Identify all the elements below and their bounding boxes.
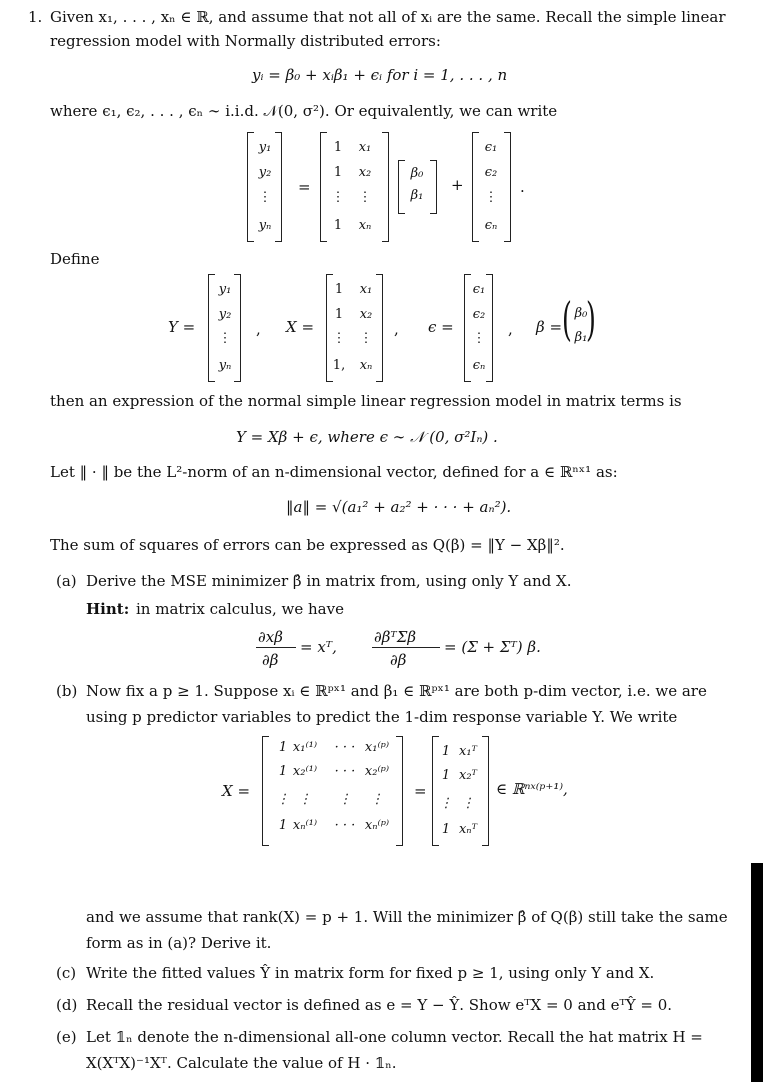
design-matrix-rhs-cell: 1 [441,768,451,783]
design-matrix-cell: ⋮ [276,792,290,807]
comma: , [508,320,513,338]
X-entry: 1 [334,307,344,322]
X-label: X = [222,782,251,800]
part-e-text-1: Let 𝟙ₙ denote the n-dimensional all-one column vector. Recall the hat matrix H = [86,1028,703,1046]
design-matrix-rhs-cell: xₙᵀ [458,822,478,837]
design-matrix-cell: x₁⁽¹⁾ [292,740,318,755]
design-matrix-cell: x₁⁽ᵖ⁾ [364,740,390,755]
design-matrix-rhs-cell: 1 [441,744,451,759]
design-matrix-cell: · · · [334,818,356,833]
plus-sign: + [451,176,464,194]
part-b-text-3: and we assume that rank(X) = p + 1. Will the minimizer β̂ of Q(β) still take the same [86,908,728,926]
X-entry: x₁ [359,282,373,297]
eps-label: ϵ = [428,318,454,336]
part-b-text-2: using p predictor variables to predict the 1-dim response variable Y. We write [86,708,678,726]
Y-entry: yₙ [218,358,232,373]
design-matrix-cell: 1 [278,818,288,833]
X-entry: ⋮ [332,331,346,346]
equals-sign: = [414,782,427,800]
x-entry: 1 [333,165,343,180]
design-matrix-cell: 1 [278,764,288,779]
part-a-text: Derive the MSE minimizer β̂ in matrix from, using only Y and X. [86,572,572,590]
part-d-text: Recall the residual vector is defined as e = Y − Ŷ. Show eᵀX = 0 and eᵀŶ = 0. [86,996,673,1014]
y-entry: y₁ [258,140,272,155]
hint-text: in matrix calculus, we have [136,600,344,618]
design-matrix-cell: · · · [334,764,356,779]
matrix-model: Y = Xβ + ϵ, where ϵ ∼ 𝒩 (0, σ²Iₙ) . [236,428,498,446]
design-matrix-cell: · · · [334,740,356,755]
part-b-label: (b) [56,682,78,700]
X-entry: 1 [334,282,344,297]
beta-entry: β₀ [574,306,588,321]
deriv1-denominator: ∂β [262,651,279,669]
sse-line: The sum of squares of errors can be expressed as Q(β) = ‖Y − Xβ‖². [50,536,565,554]
X-entry: xₙ [359,358,373,373]
problem-number: 1. [28,8,43,26]
beta-label: β = [536,318,563,336]
deriv2-numerator: ∂βᵀΣβ [374,628,417,646]
X-entry: 1, [332,358,346,373]
model-equation: yᵢ = β₀ + xᵢβ₁ + ϵᵢ for i = 1, . . . , n [252,66,508,84]
x-entry: ⋮ [358,190,372,205]
x-entry: 1 [333,218,343,233]
eps-entry: ϵ₂ [484,165,498,180]
norm-intro: Let ‖ · ‖ be the L²-norm of an n-dimensional vector, defined for a ∈ ℝⁿˣ¹ as: [50,463,618,481]
define-label: Define [50,250,100,268]
eps-entry: ϵ₁ [484,140,498,155]
beta-entry: β₁ [574,330,588,345]
part-d-label: (d) [56,996,78,1014]
design-matrix-cell: ⋮ [338,792,352,807]
design-matrix-cell: x₂⁽¹⁾ [292,764,318,779]
equals-sign: = [298,178,311,196]
comma: , [394,320,399,338]
part-e-text-2: X(XᵀX)⁻¹Xᵀ. Calculate the value of H · 𝟙ₙ. [86,1054,397,1072]
comma: , [256,320,261,338]
Y-entry: ⋮ [218,331,232,346]
design-matrix-rhs-cell: x₁ᵀ [458,744,477,759]
scrollbar[interactable] [751,863,763,1082]
part-b-text-4: form as in (a)? Derive it. [86,934,272,952]
dimension: ∈ ℝⁿˣ⁽ᵖ⁺¹⁾, [496,780,568,798]
deriv2-denominator: ∂β [390,651,407,669]
y-entry: yₙ [258,218,272,233]
hint-label: Hint: [86,600,130,618]
design-matrix-rhs-cell: x₂ᵀ [458,768,477,783]
deriv1-rhs: = xᵀ, [300,638,337,656]
design-matrix-cell: xₙ⁽¹⁾ [292,818,318,833]
x-entry: ⋮ [331,190,345,205]
deriv2-rhs: = (Σ + Σᵀ) β. [444,638,541,656]
X-label: X = [286,318,315,336]
deriv1-numerator: ∂xβ [258,628,283,646]
eps-entry: ϵ₂ [472,307,486,322]
where-line: where ϵ₁, ϵ₂, . . . , ϵₙ ∼ i.i.d. 𝒩(0, σ²). Or equivalently, we can write [50,102,558,120]
X-entry: ⋮ [359,331,373,346]
beta-entry: β₁ [410,188,424,203]
part-c-label: (c) [56,964,77,982]
eps-entry: ϵₙ [484,218,498,233]
eps-entry: ⋮ [472,331,486,346]
Y-label: Y = [168,318,196,336]
intro-line-1: Given x₁, . . . , xₙ ∈ ℝ, and assume that not all of xᵢ are the same. Recall the simple linear [50,8,726,26]
part-a-label: (a) [56,572,77,590]
x-entry: 1 [333,140,343,155]
part-e-label: (e) [56,1028,77,1046]
intro-line-2: regression model with Normally distributed errors: [50,32,441,50]
part-c-text: Write the fitted values Ŷ in matrix form for fixed p ≥ 1, using only Y and X. [86,964,655,982]
design-matrix-rhs-cell: 1 [441,822,451,837]
y-entry: ⋮ [258,190,272,205]
design-matrix-cell: 1 [278,740,288,755]
design-matrix-rhs-cell: ⋮ [439,796,453,811]
x-entry: x₂ [358,165,372,180]
design-matrix-cell: xₙ⁽ᵖ⁾ [364,818,390,833]
period: . [520,178,525,196]
beta-entry: β₀ [410,166,424,181]
then-line: then an expression of the normal simple linear regression model in matrix terms is [50,392,682,410]
eps-entry: ⋮ [484,190,498,205]
x-entry: xₙ [358,218,372,233]
norm-definition: ‖a‖ = √(a₁² + a₂² + · · · + aₙ²). [286,498,512,516]
design-matrix-cell: x₂⁽ᵖ⁾ [364,764,390,779]
x-entry: x₁ [358,140,372,155]
design-matrix-rhs-cell: ⋮ [461,796,475,811]
eps-entry: ϵ₁ [472,282,486,297]
eps-entry: ϵₙ [472,358,486,373]
design-matrix-cell: ⋮ [298,792,312,807]
y-entry: y₂ [258,165,272,180]
part-b-text-1: Now fix a p ≥ 1. Suppose xᵢ ∈ ℝᵖˣ¹ and β₁ ∈ ℝᵖˣ¹ are both p-dim vector, i.e. we are [86,682,707,700]
Y-entry: y₁ [218,282,232,297]
design-matrix-cell: ⋮ [370,792,384,807]
X-entry: x₂ [359,307,373,322]
Y-entry: y₂ [218,307,232,322]
